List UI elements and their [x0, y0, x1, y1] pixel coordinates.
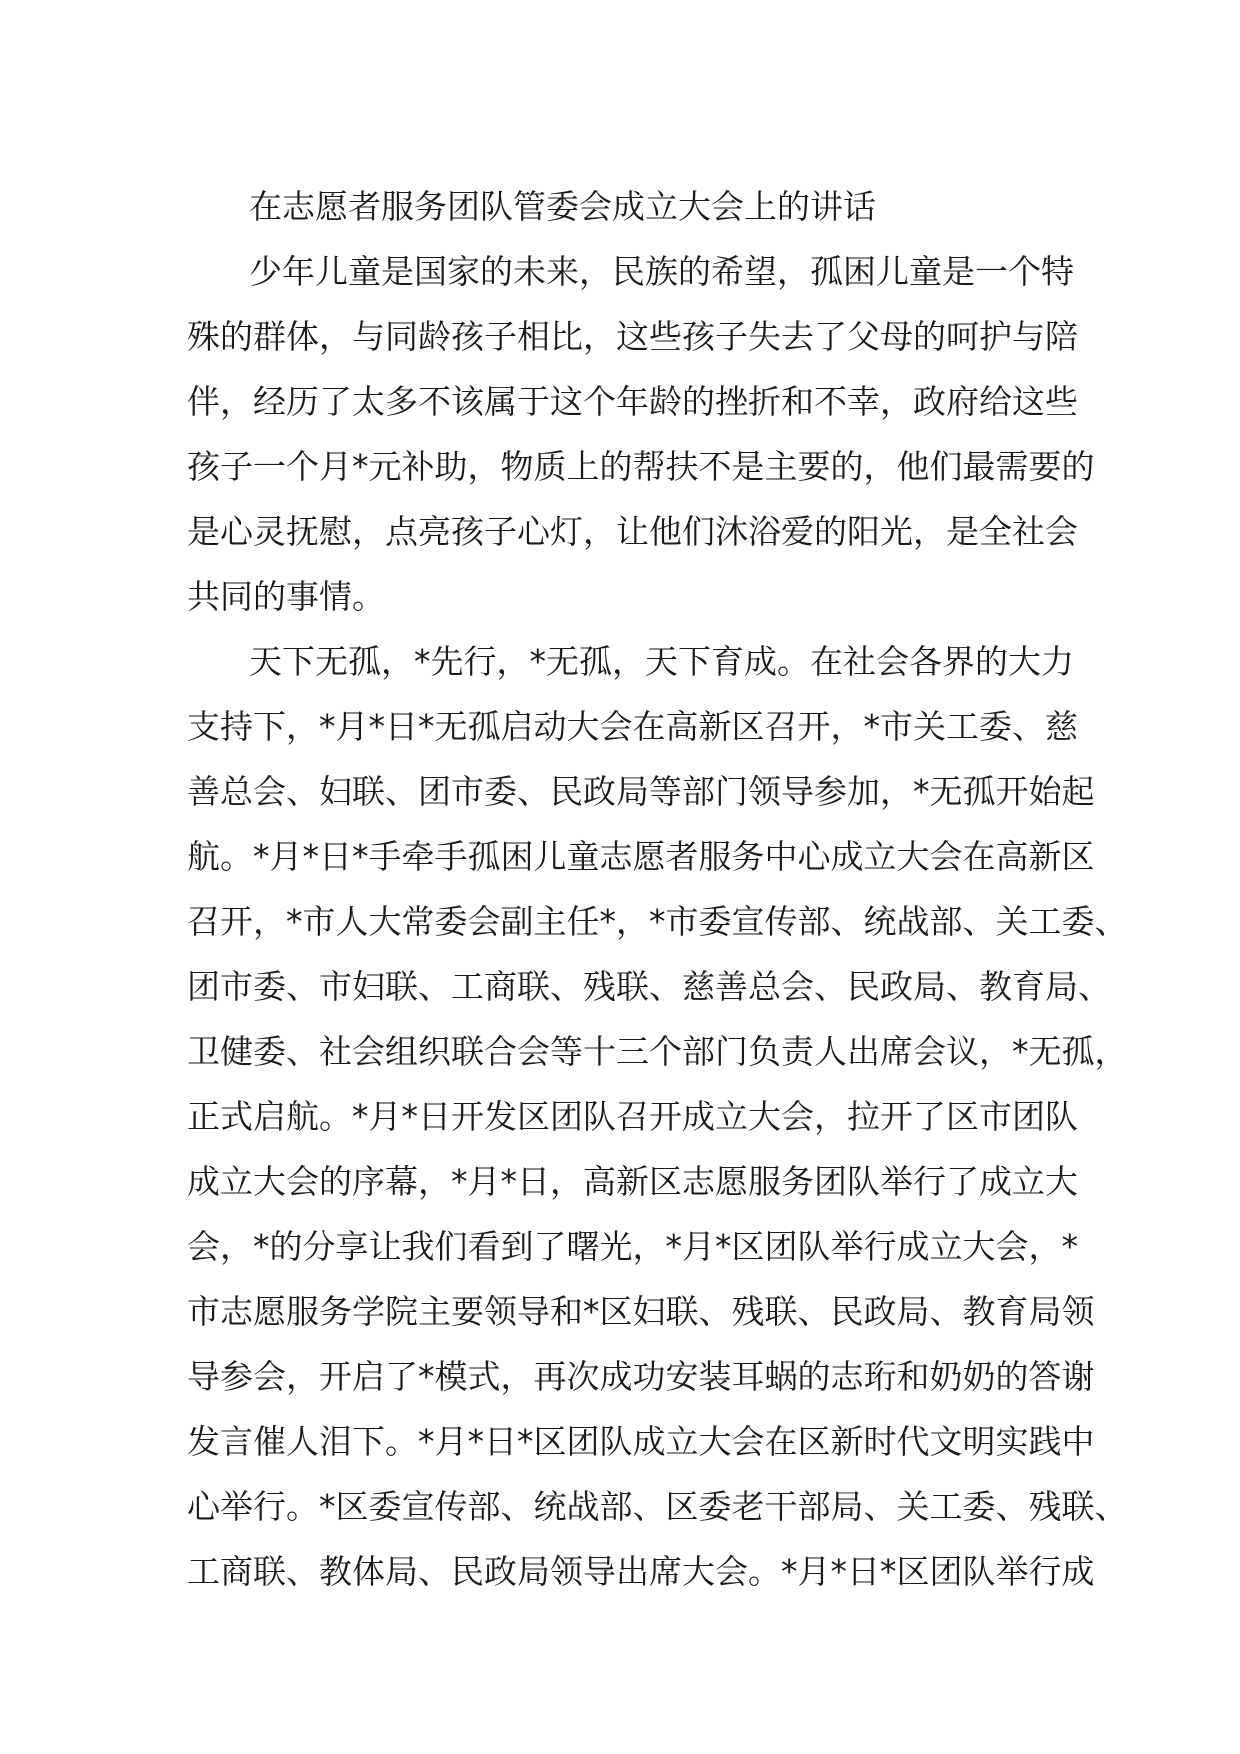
text-line: 伴，经历了太多不该属于这个年龄的挫折和不幸，政府给这些 [187, 382, 1078, 421]
text-line: 会，*的分享让我们看到了曙光，*月*区团队举行成立大会，* [187, 1227, 1078, 1266]
text-line: 团市委、市妇联、工商联、残联、慈善总会、民政局、教育局、 [187, 967, 1111, 1006]
text-line: 导参会，开启了*模式，再次成功安装耳蜗的志珩和奶奶的答谢 [187, 1357, 1095, 1396]
text-line: 发言催人泪下。*月*日*区团队成立大会在区新时代文明实践中 [187, 1422, 1095, 1461]
text-line: 共同的事情。 [187, 577, 385, 616]
text-line: 成立大会的序幕，*月*日，高新区志愿服务团队举行了成立大 [187, 1162, 1078, 1201]
paragraph-2 [187, 629, 1128, 1604]
text-line: 少年儿童是国家的未来，民族的希望，孤困儿童是一个特 [249, 252, 1074, 291]
text-line: 善总会、妇联、团市委、民政局等部门领导参加，*无孤开始起 [187, 772, 1095, 811]
text-line: 航。*月*日*手牵手孤困儿童志愿者服务中心成立大会在高新区 [187, 837, 1095, 876]
text-line: 市志愿服务学院主要领导和*区妇联、残联、民政局、教育局领 [187, 1292, 1095, 1331]
text-line: 卫健委、社会组织联合会等十三个部门负责人出席会议，*无孤， [187, 1032, 1128, 1071]
text-line: 孩子一个月*元补助，物质上的帮扶不是主要的，他们最需要的 [187, 447, 1095, 486]
text-line: 支持下，*月*日*无孤启动大会在高新区召开，*市关工委、慈 [187, 707, 1078, 746]
document-body [187, 174, 1128, 1604]
text-line: 心举行。*区委宣传部、统战部、区委老干部局、关工委、残联、 [187, 1487, 1128, 1526]
text-line: 天下无孤，*先行，*无孤，天下育成。在社会各界的大力 [249, 642, 1074, 681]
text-line: 召开，*市人大常委会副主任*，*市委宣传部、统战部、关工委、 [187, 902, 1128, 941]
paragraph-1 [187, 239, 1095, 629]
document-title: 在志愿者服务团队管委会成立大会上的讲话 [249, 187, 876, 226]
text-line: 工商联、教体局、民政局领导出席大会。*月*日*区团队举行成 [187, 1552, 1095, 1591]
text-line: 殊的群体，与同龄孩子相比，这些孩子失去了父母的呵护与陪 [187, 317, 1078, 356]
text-line: 是心灵抚慰，点亮孩子心灯，让他们沐浴爱的阳光，是全社会 [187, 512, 1078, 551]
text-line: 正式启航。*月*日开发区团队召开成立大会，拉开了区市团队 [187, 1097, 1078, 1136]
